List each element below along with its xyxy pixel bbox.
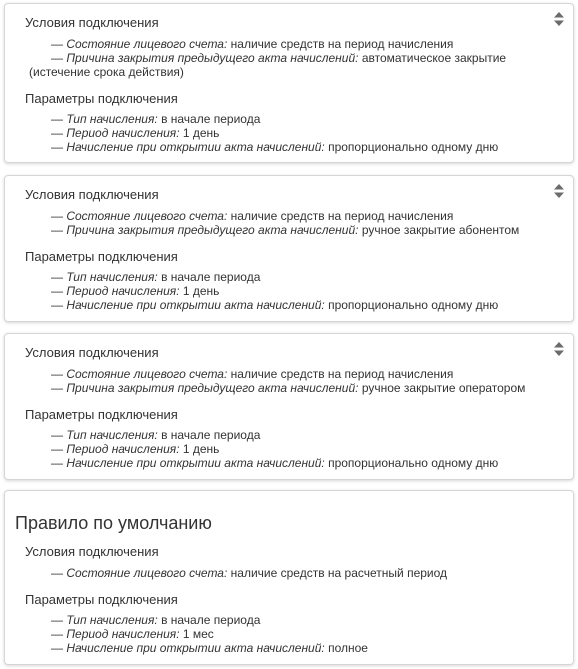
rule-card-3[interactable] [4,333,574,480]
rule-card-1[interactable] [4,3,574,163]
conditions-title: Условия подключения [25,544,159,559]
param-item: — Период начисления: 1 день [51,442,220,456]
condition-item: — Состояние лицевого счета: наличие средств на период начисления [51,209,454,223]
params-section [25,92,561,154]
condition-item: — Причина закрытия предыдущего акта начислений: ручное закрытие абонентом [51,223,520,237]
param-item: — Тип начисления: в начале периода [51,428,261,442]
params-title: Параметры подключения [25,592,178,607]
conditions-section [25,16,561,79]
condition-item: — Причина закрытия предыдущего акта начислений: ручное закрытие оператором [51,381,526,395]
param-item: — Начисление при открытии акта начислений: пропорционально одному дню [51,140,499,154]
condition-item: — Состояние лицевого счета: наличие средств на период начисления [51,367,454,381]
params-section [25,250,561,312]
condition-item: — Состояние лицевого счета: наличие средств на период начисления [51,37,454,51]
params-title: Параметры подключения [25,407,178,422]
param-item: — Период начисления: 1 день [51,284,220,298]
param-item: — Тип начисления: в начале периода [51,270,261,284]
param-item: — Тип начисления: в начале периода [51,613,261,627]
conditions-title: Условия подключения [25,187,159,202]
condition-item-continuation: (истечение срока действия) [29,65,184,79]
conditions-title: Условия подключения [25,345,159,360]
conditions-title: Условия подключения [25,15,159,30]
condition-item: — Состояние лицевого счета: наличие средств на расчетный период [51,566,448,580]
param-item: — Начисление при открытии акта начислений: пропорционально одному дню [51,298,499,312]
conditions-section [25,346,561,395]
params-section [25,408,561,470]
condition-item: — Причина закрытия предыдущего акта начислений: автоматическое закрытие [51,51,507,65]
conditions-section [25,545,561,580]
params-title: Параметры подключения [25,91,178,106]
param-item: — Начисление при открытии акта начислений: пропорционально одному дню [51,456,499,470]
conditions-section [25,188,561,237]
param-item: — Тип начисления: в начале периода [51,112,261,126]
default-rule-card [4,490,574,665]
params-section [25,593,561,655]
param-item: — Начисление при открытии акта начислений: полное [51,641,368,655]
default-rule-title: Правило по умолчанию [15,513,212,533]
rule-card-2[interactable] [4,175,574,322]
param-item: — Период начисления: 1 мес [51,627,214,641]
param-item: — Период начисления: 1 день [51,126,220,140]
params-title: Параметры подключения [25,249,178,264]
